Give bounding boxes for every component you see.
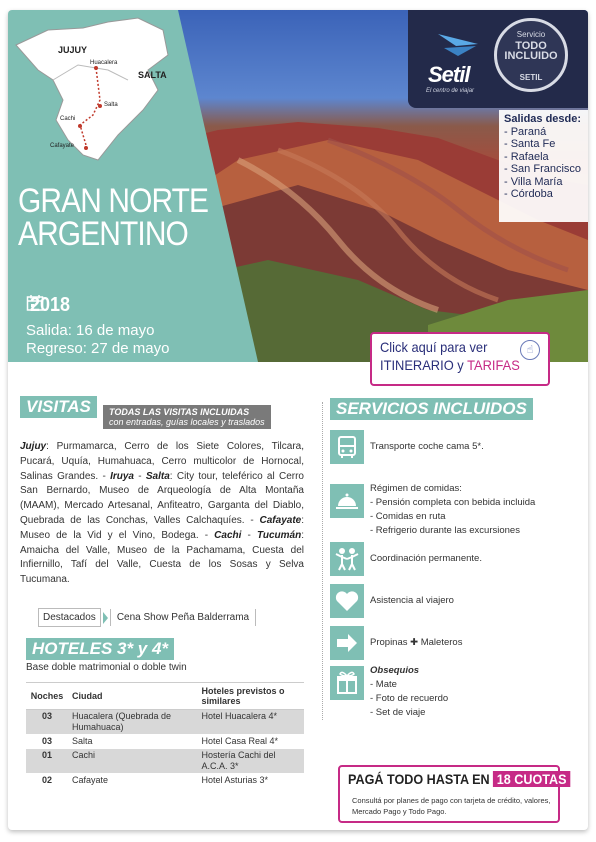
cta-line2: ITINERARIO y TARIFAS: [380, 357, 520, 373]
map-town-cachi: Cachi: [60, 116, 76, 122]
highlights-label: Destacados: [38, 608, 101, 627]
departure-cities-box: [499, 110, 588, 222]
departure-city: - Córdoba: [504, 188, 553, 200]
table-row: 03 Salta Hotel Casa Real 4*: [26, 735, 304, 749]
highlights-row: [38, 608, 256, 627]
bus-icon: [330, 430, 364, 464]
trip-dates: [26, 322, 169, 358]
brand-tagline: El centro de viajar: [426, 88, 475, 94]
table-row: 01 Cachi Hostería Cachi del A.C.A. 3*: [26, 749, 304, 774]
flyer-card: JUJUY SALTA Huacalera Salta Cachi Cafayate GRAN NORTE ARGENTINO 2018 Salida: 16 de mayo Regreso: 27 de mayo Setil El centro de viajar Servicio TODO INCLUIDO SETIL Salidas desde: - Paraná - Santa Fe - Rafaela - San Francisco - Villa María - Córdoba Click aquí para ver ITINERARIO y TARIFAS ☝ VISITAS TODAS LAS VISITAS INCLUIDAS con entradas, guías locales y traslados Jujuy: Purmamarca, Cerro de los Siete Colores, Tilcara, Pucará, Uquía, Humahuaca, Cerro multicolor de Hornocal, Salinas Grandes. - Iruya - Salta: City tour, teleférico al Cerro San Bernardo, Museo de Arqueología de Alta Montaña (MAAM), Mercado Artesanal, Anfiteatro, Garganta del Diablo, Quebrada de las Conchas, Valles Calchaquíes. - Cafayate: Museo de la Vid y el Vino, Bodega. - Cachi - Tucumán: Amaicha del Valle, Museo de la Pachamama, Cuesta del Infiernillo, Tafí del Valle, Cuesta de los Sosas y Selva Tucumana. Destacados Cena Show Peña Balderrama HOTELES 3* y 4* Base doble matrimonial o doble twin Noches Ciudad Hoteles previstos o similares 03 Huacalera (Quebrada de Humahuaca) Hotel Huacalera 4* 03 Salta Hotel Casa Real 4* 01 Cachi Hostería Cachi del A.C.A. 3* 02 Cafayate Hotel Asturias 3* SERVICIOS INCLUIDOS Transporte coche cama 5*. Régimen de comidas: - Pensión completa con bebida incluida - Comidas en ruta - Refrigerio durante las excursiones Coordinación permanente. Asistencia al viajero Propinas ✚ Maleteros Obsequios - Mate - Foto de recuerdo - Set de viaje PAGÁ TODO HASTA EN 18 CUOTAS Consultá por planes de pago con tarjeta de crédito, valores, Mercado Pago y Todo Pago.: [8, 10, 588, 830]
column-header: Noches: [26, 683, 68, 710]
brand-name: Setil: [428, 62, 470, 87]
visits-description: Jujuy: Purmamarca, Cerro de los Siete Colores, Tilcara, Pucará, Uquía, Humahuaca, Cerro multicolor de Hornocal, Salinas Grandes. - Iruya - Salta: City tour, teleférico al Cerro San Bernardo, Museo de Arqueología de Alta Montaña (MAAM), Mercado Artesanal, Anfiteatro, Garganta del Diablo, Quebrada de las Conchas, Valles Calchaquíes. - Cafayate: Museo de la Vid y el Vino, Bodega. - Cachi - Tucumán: Amaicha del Valle, Museo de la Pachamama, Cuesta del Infiernillo, Tafí del Valle, Cuesta de los Sosas y Selva Tucumana.: [20, 441, 304, 586]
departures-heading: Salidas desde:: [504, 113, 582, 125]
departure-city: - Paraná: [504, 125, 547, 138]
payment-promo: [338, 765, 567, 823]
page-title: GRAN NORTE ARGENTINO: [18, 182, 209, 253]
table-row: 03 Huacalera (Quebrada de Humahuaca) Hotel Huacalera 4*: [26, 710, 304, 735]
table-row: 02 Cafayate Hotel Asturias 3*: [26, 774, 304, 788]
column-header: Ciudad: [68, 683, 197, 710]
heart-icon: [330, 584, 364, 618]
table-header-row: [26, 683, 304, 710]
map-town-huacalera: Huacalera: [90, 60, 118, 66]
setil-bird-logo-icon: [436, 30, 480, 58]
hotels-heading: HOTELES 3* y 4*: [26, 638, 174, 660]
todo-incluido-seal: Servicio TODO INCLUIDO SETIL: [494, 18, 568, 92]
brand-header: [408, 10, 588, 108]
itinerary-rates-button[interactable]: [370, 332, 550, 386]
cta-line1: Click aquí para ver: [380, 339, 488, 355]
payment-headline: PAGÁ TODO HASTA EN 18 CUOTAS: [348, 771, 570, 787]
map-town-salta: Salta: [104, 102, 118, 108]
departure-city: - Rafaela: [504, 150, 549, 163]
highlights-arrow-icon: [103, 612, 108, 624]
arrow-right-icon: [330, 626, 364, 660]
departure-date: Salida: 16 de mayo: [26, 322, 155, 339]
gift-icon: [330, 666, 364, 700]
return-date: Regreso: 27 de mayo: [26, 340, 170, 357]
departure-city: - San Francisco: [504, 163, 582, 175]
column-divider: [322, 402, 323, 720]
gifts-title: Obsequios: [370, 665, 420, 676]
installments-badge: 18 CUOTAS: [493, 771, 570, 787]
hotels-table: [26, 682, 304, 788]
services-heading: SERVICIOS INCLUIDOS: [330, 398, 533, 420]
coordination-people-icon: [330, 542, 364, 576]
payment-details: Consultá por planes de pago con tarjeta de crédito, valores, Mercado Pago y Todo Pago.: [352, 796, 551, 816]
hotels-subtitle: Base doble matrimonial o doble twin: [26, 662, 187, 673]
column-header: Hoteles previstos o similares: [197, 683, 304, 710]
title-panel: [8, 10, 258, 362]
visits-heading: VISITAS: [20, 396, 97, 418]
departure-city: - Santa Fe: [504, 138, 556, 150]
tap-hand-icon: ☝: [520, 340, 540, 360]
year: 2018: [30, 294, 71, 316]
visits-tag: TODAS LAS VISITAS INCLUIDAS con entradas, guías locales y traslados: [103, 405, 271, 429]
food-cloche-icon: [330, 484, 364, 518]
map-town-cafayate: Cafayate: [50, 143, 75, 149]
year-row: [26, 294, 75, 317]
map-label-jujuy: JUJUY: [58, 45, 88, 55]
highlights-value: Cena Show Peña Balderrama: [110, 609, 256, 626]
map-label-salta: SALTA: [138, 70, 167, 80]
departure-city: - Villa María: [504, 175, 563, 188]
